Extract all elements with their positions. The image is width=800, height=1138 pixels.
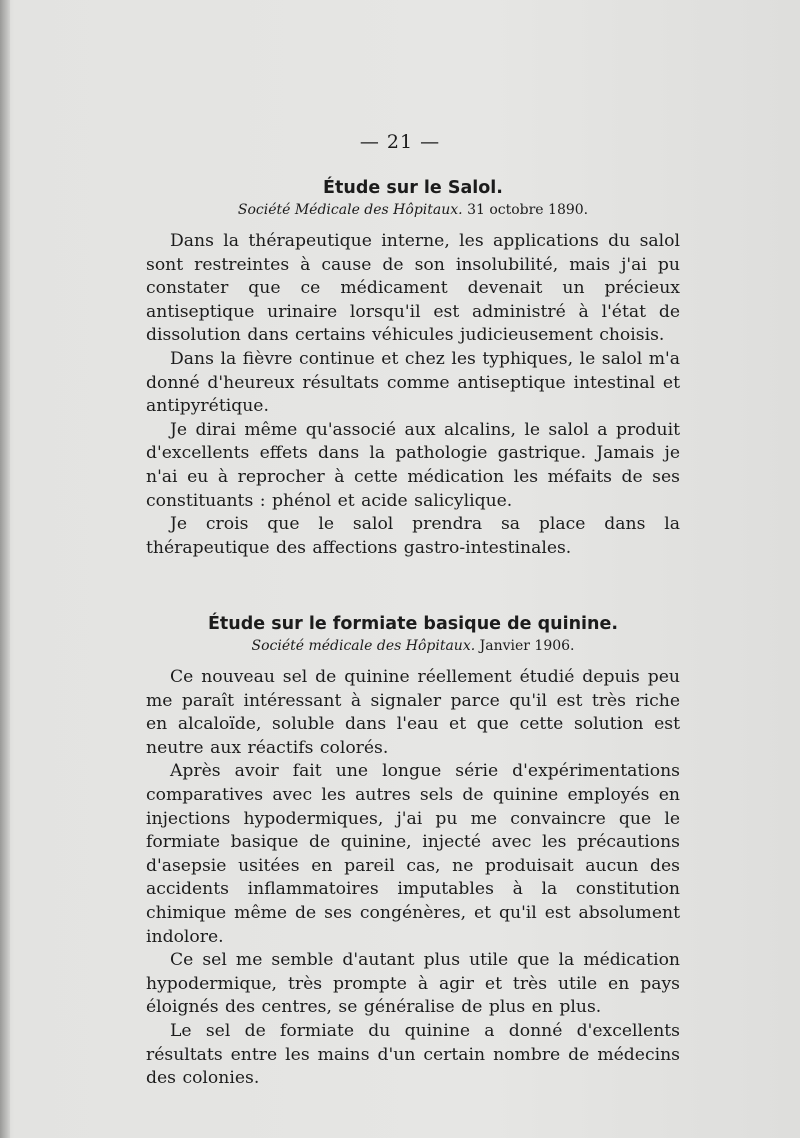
paragraph: Dans la fièvre continue et chez les typhiques, le salol m'a donné d'heureux résultats comme antiseptique intestinal et antipyrétique. bbox=[146, 348, 680, 417]
source-society: Société médicale des Hôpitaux. bbox=[251, 638, 476, 654]
paragraph: Ce nouveau sel de quinine réellement étudié depuis peu me paraît intéressant à signaler parce qu'il est très riche en alcaloïde, soluble dans l'eau et que cette solution est neutre aux réactifs colorés. bbox=[146, 667, 680, 758]
paragraph: Je crois que le salol prendra sa place dans la thérapeutique des affections gastro-intestinales. bbox=[146, 514, 680, 558]
source-society: Société Médicale des Hôpitaux. bbox=[237, 202, 463, 218]
source-date: Janvier 1906. bbox=[479, 638, 575, 654]
paragraph: Dans la thérapeutique interne, les applications du salol sont restreintes à cause de son insolubilité, mais j'ai pu constater que ce médicament devenait un précieux antiseptique urinaire lorsqu'il est administré à l'état de dissolution dans certains véhicules judicieusement choisis. bbox=[146, 231, 680, 346]
section-formiate-quinine bbox=[146, 612, 680, 1091]
section-source bbox=[146, 200, 680, 220]
paragraph: Je dirai même qu'associé aux alcalins, le salol a produit d'excellents effets dans la pathologie gastrique. Jamais je n'ai eu à reprocher à cette médication les méfaits de ses constituants : phénol et acide salicylique. bbox=[146, 419, 680, 511]
section-source bbox=[146, 636, 680, 656]
binding-shadow bbox=[0, 0, 10, 1138]
page-number: — 21 — bbox=[359, 131, 441, 153]
section-title: Étude sur le formiate basique de quinine. bbox=[207, 614, 619, 634]
paragraph: Après avoir fait une longue série d'expérimentations comparatives avec les autres sels de quinine employés en injections hypodermiques, j'ai pu me convaincre que le formiate basique de quinine, injecté avec les précautions d'asepsie usitées en pareil cas, ne produisait aucun des accidents inflammatoires imputables à la constitution chimique même de ses congénères, et qu'il est absolument indolore. bbox=[146, 761, 680, 947]
paragraph: Ce sel me semble d'autant plus utile que la médication hypodermique, très prompte à agir et très utile en pays éloignés des centres, se généralise de plus en plus. bbox=[146, 950, 680, 1018]
paragraph: Le sel de formiate du quinine a donné d'excellents résultats entre les mains d'un certain nombre de médecins des colonies. bbox=[146, 1020, 680, 1089]
section-salol bbox=[146, 176, 680, 560]
section-title: Étude sur le Salol. bbox=[323, 178, 503, 198]
source-date: 31 octobre 1890. bbox=[467, 202, 589, 218]
